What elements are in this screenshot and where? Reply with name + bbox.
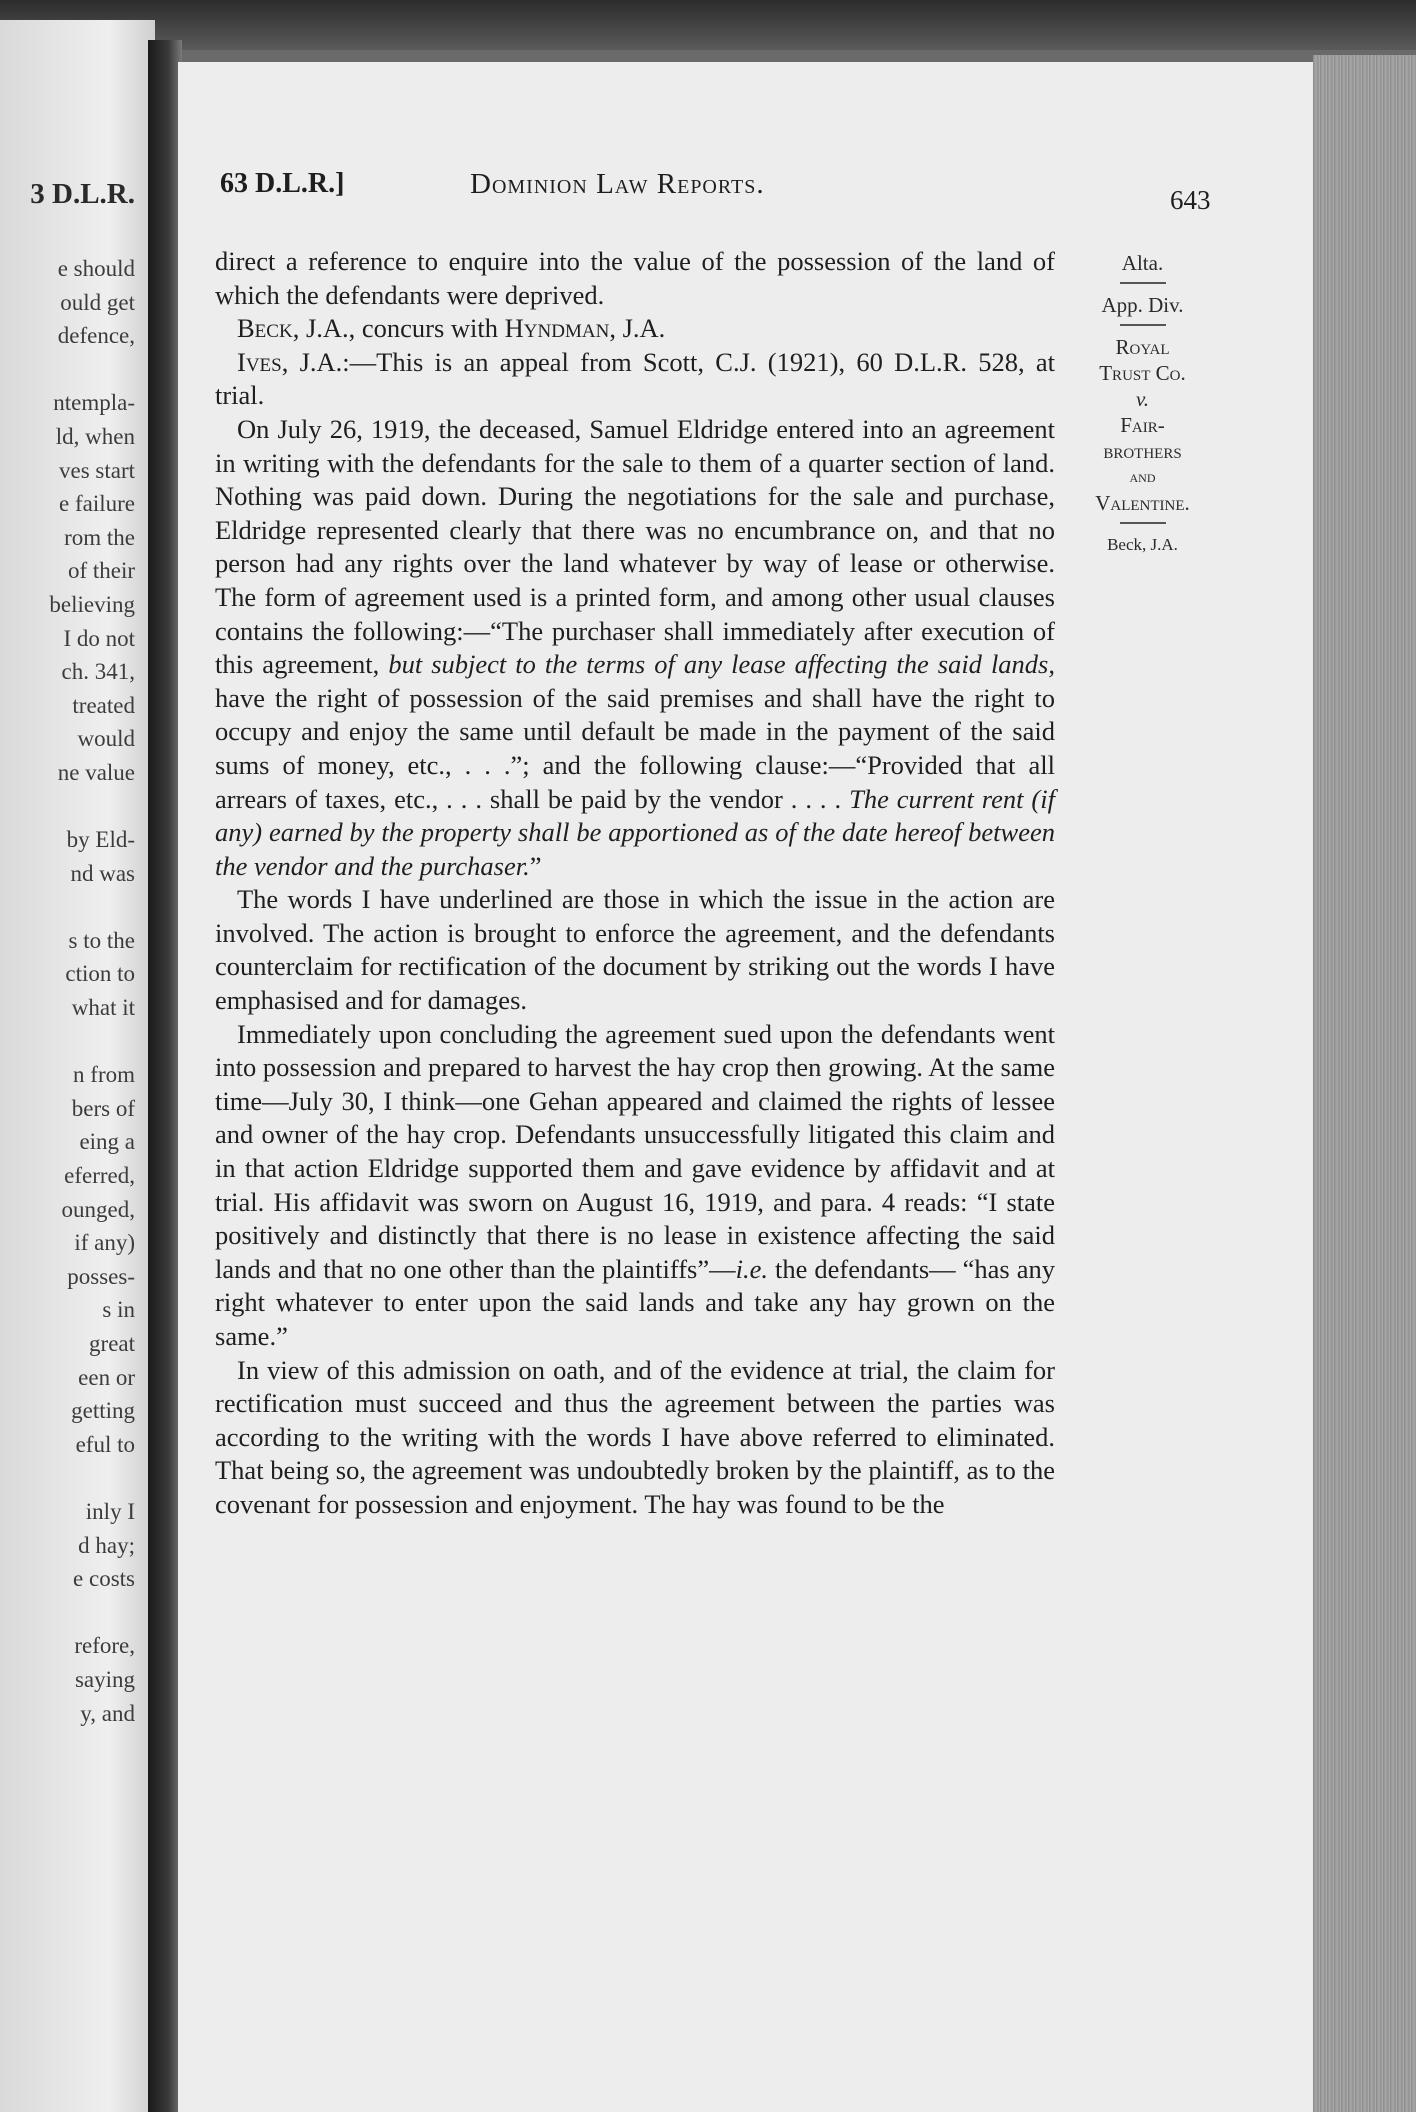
facing-page-line: ves start [58, 457, 135, 483]
facing-page-line: what it [71, 995, 135, 1021]
margin-court: Alta. [1121, 251, 1164, 275]
margin-party: Royal [1115, 335, 1170, 359]
facing-page-line: ould get [60, 289, 135, 315]
paragraph: Beck, J.A., concurs with Hyndman, J.A. [237, 313, 666, 344]
facing-page-line: ch. 341, [61, 659, 135, 685]
facing-page-line: would [77, 726, 135, 752]
paragraph: The words I have underlined are those in which the issue in the action are involved. The action is brought to enforce the agreement, and the defendants counterclaim for rectification of the document by striking out the words I have emphasised and for damages. [215, 884, 1055, 1016]
margin-judge: Beck, J.A. [1107, 535, 1178, 554]
scan-top-border [0, 0, 1416, 50]
divider [1120, 324, 1166, 326]
facing-page-line: ld, when [55, 423, 135, 449]
margin-party: brothers [1103, 439, 1182, 463]
margin-party: Valentine. [1095, 491, 1190, 515]
page-edges [1313, 55, 1416, 2112]
paragraph: On July 26, 1919, the deceased, Samuel Eldridge entered into an agreement in writing with the defendants for the sale to them of a quarter section of land. Nothing was paid down. During the negotiations for the sale and purchase, Eldridge represented clearly that there was no encumbrance on, and that no person had any rights over the land whatever by way of lease or otherwise. The form of agreement used is a printed form, and among other usual clauses contains the following:—“The purchaser shall immediately after execution of this agreement, but subject to the terms of any lease affecting the said lands, have the right of possession of the said premises and shall have the right to occupy and enjoy the same until default be made in the payment of the said sums of money, etc., . . .”; and the following clause:—“Provided that all arrears of taxes, etc., . . . shall be paid by the vendor . . . . The current rent (if any) earned by the property shall be apportioned as of the date hereof between the vendor and the purchaser.” [215, 413, 1055, 881]
facing-page [0, 20, 155, 2112]
facing-page-line: great [89, 1331, 135, 1356]
running-head-volume: 63 D.L.R.] [220, 168, 345, 199]
facing-page-line: s in [102, 1297, 135, 1323]
facing-page-line: by Eld- [66, 827, 135, 853]
body-text [215, 245, 1055, 1522]
facing-page-line [49, 890, 135, 924]
running-head-title: Dominion Law Reports. [470, 168, 765, 200]
facing-page-line: eing a [79, 1129, 135, 1155]
facing-page-line: eful to [75, 1431, 135, 1457]
facing-page-line: posses- [67, 1263, 135, 1289]
margin-versus: v. [1135, 387, 1149, 411]
facing-page-line: bers of [71, 1095, 135, 1121]
facing-page-line: d hay; [78, 1532, 135, 1558]
divider [1120, 522, 1166, 524]
facing-page-line [49, 790, 135, 824]
facing-page-line: believing [49, 591, 135, 617]
facing-page-line: ntempla- [53, 390, 135, 416]
facing-page-line [49, 1461, 135, 1495]
facing-page-line: n from [73, 1062, 135, 1088]
paragraph: In view of this admission on oath, and of the evidence at trial, the claim for rectification must succeed and thus the agreement between the parties was according to the writing with the words I have above referred to eliminated. That being so, the agreement was undoubtedly broken by the plaintiff, as to the covenant for possession and enjoyment. The hay was found to be the [215, 1354, 1055, 1519]
facing-page-line: een or [78, 1364, 135, 1390]
facing-page-line: ction to [65, 961, 135, 987]
facing-page-line: nd was [70, 860, 135, 886]
facing-page-line: y, and [80, 1700, 135, 1726]
facing-page-line: inly I [85, 1498, 135, 1524]
divider [1120, 282, 1166, 284]
facing-page-header: 3 D.L.R. [30, 178, 135, 210]
facing-page-line: if any) [74, 1230, 135, 1256]
paragraph: Ives, J.A.:—This is an appeal from Scott, C.J. (1921), 60 D.L.R. 528, at trial. [215, 346, 1055, 411]
margin-party: Fair- [1120, 413, 1165, 437]
facing-page-line [49, 1596, 135, 1630]
margin-division: App. Div. [1101, 293, 1184, 317]
margin-note [1065, 250, 1220, 558]
facing-page-text [49, 252, 135, 1730]
paragraph: direct a reference to enquire into the value of the possession of the land of which the defendants were deprived. [215, 246, 1055, 310]
facing-page-line: e should [57, 256, 135, 281]
facing-page-line: getting [71, 1398, 135, 1424]
facing-page-line: eferred, [64, 1163, 135, 1189]
book-gutter [148, 40, 182, 2112]
margin-party: Trust Co. [1099, 361, 1186, 385]
facing-page-line: s to the [68, 927, 135, 953]
facing-page-line: ne value [57, 759, 135, 785]
facing-page-line: e costs [73, 1566, 135, 1592]
facing-page-line: defence, [57, 323, 135, 349]
facing-page-line: saying [74, 1666, 135, 1692]
facing-page-line: e failure [59, 491, 135, 517]
facing-page-line: refore, [74, 1633, 135, 1659]
facing-page-line: treated [72, 692, 135, 718]
facing-page-line [49, 353, 135, 387]
paragraph: Immediately upon concluding the agreement sued upon the defendants went into possession and prepared to harvest the hay crop then growing. At the same time—July 30, I think—one Gehan appeared and claimed the rights of lessee and owner of the hay crop. Defendants unsuccessfully litigated this claim and in that action Eldridge supported them and gave evidence by affidavit and at trial. His affidavit was sworn on August 16, 1919, and para. 4 reads: “I state positively and distinctly that there is no lease in existence affecting the said lands and that no one other than the plaintiffs”—i.e. the defendants— “has any right whatever to enter upon the said lands and take any hay grown on the same.” [215, 1018, 1055, 1351]
margin-party: and [1129, 467, 1156, 486]
page-number: 643 [1170, 185, 1211, 215]
facing-page-line: I do not [63, 625, 135, 651]
facing-page-line: of their [67, 558, 135, 584]
facing-page-line [49, 1025, 135, 1059]
facing-page-line: ounged, [61, 1196, 135, 1222]
facing-page-line: rom the [64, 524, 135, 550]
